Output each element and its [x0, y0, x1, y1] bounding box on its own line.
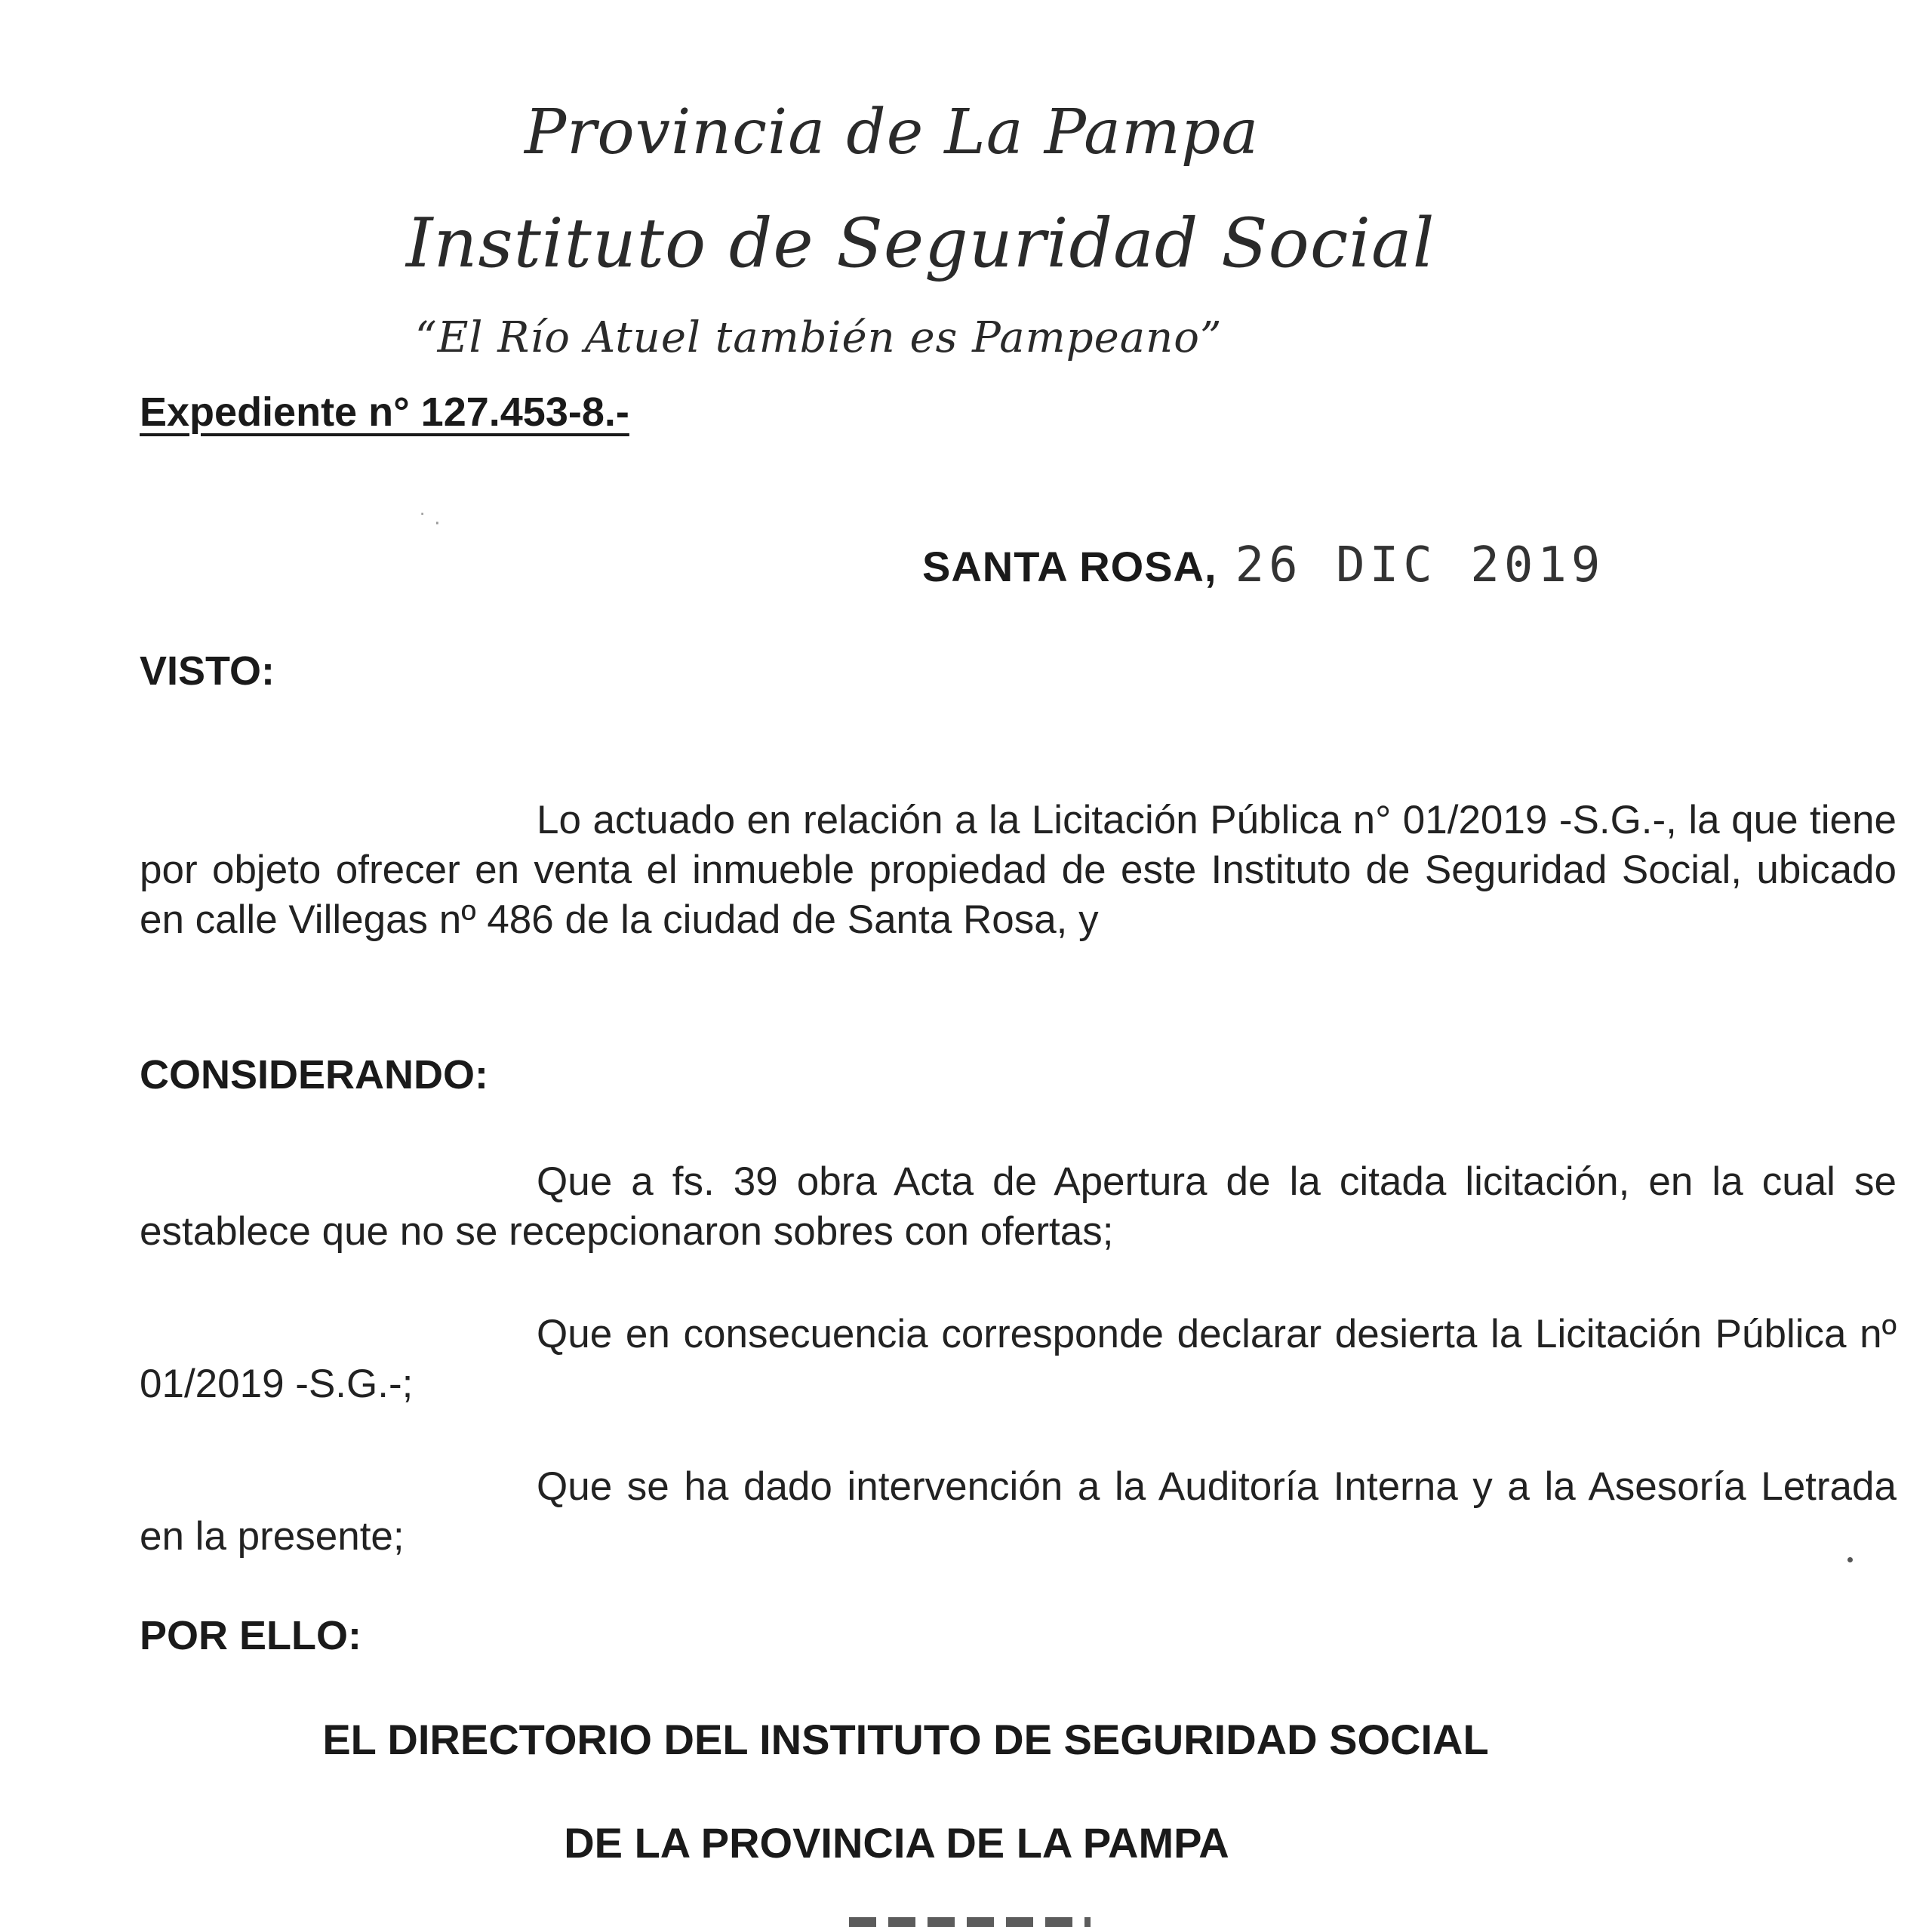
directorio-title-line-1: EL DIRECTORIO DEL INSTITUTO DE SEGURIDAD SOCIAL: [322, 1716, 1489, 1763]
considerando-paragraph-3: Que se ha dado intervención a la Auditoría Interna y a la Asesoría Letrada en la presente;: [140, 1464, 1897, 1559]
directorio-title-line-2: DE LA PROVINCIA DE LA PAMPA: [564, 1819, 1229, 1867]
cut-off-text-fragment: [849, 1917, 1091, 1927]
place: SANTA ROSA,: [922, 543, 1217, 590]
considerando-paragraph-2: Que en consecuencia corresponde declarar desierta la Licitación Pública nº 01/2019 -S.G.-;: [140, 1312, 1897, 1406]
scan-speck: ˙ ·: [420, 509, 441, 534]
considerando-paragraph-1: Que a fs. 39 obra Acta de Apertura de la citada licitación, en la cual se establece que no se recepcionaron sobres con ofertas;: [140, 1159, 1897, 1254]
considerando-heading: CONSIDERANDO:: [140, 1052, 489, 1097]
expediente-number: Expediente n° 127.453-8.-: [140, 389, 629, 435]
visto-heading: VISTO:: [140, 648, 275, 694]
letterhead-province: Provincia de La Pampa: [525, 97, 1260, 168]
letterhead-motto: “El Río Atuel también es Pampeano”: [415, 313, 1223, 362]
place-date-line: [922, 537, 1604, 593]
por-ello-heading: POR ELLO:: [140, 1613, 361, 1658]
letterhead-institute: Instituto de Seguridad Social: [406, 204, 1435, 283]
scan-dot: [1847, 1557, 1853, 1562]
visto-paragraph: Lo actuado en relación a la Licitación Pública n° 01/2019 -S.G.-, la que tiene por objeto ofrecer en venta el inmueble propiedad de este Instituto de Seguridad Social, ubicado en calle Villegas nº 486 de la ciudad de Santa Rosa, y: [140, 798, 1897, 942]
date-stamp: 26 DIC 2019: [1235, 537, 1605, 593]
